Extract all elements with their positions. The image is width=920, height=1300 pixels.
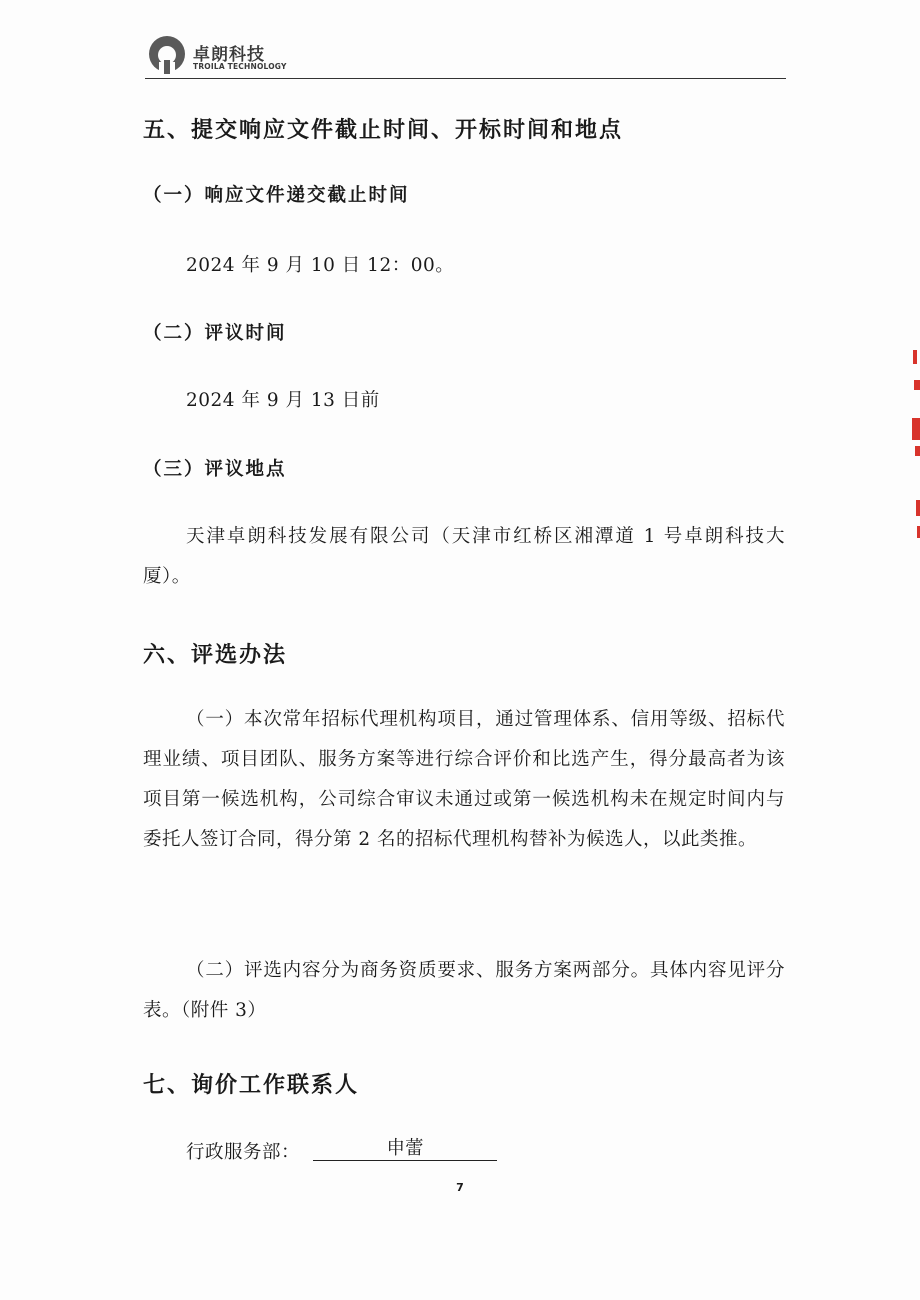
contact-name-field: 申蕾 [313, 1138, 497, 1161]
section-heading-7: 七、询价工作联系人 [143, 1072, 360, 1098]
subheading-review-time: （二）评议时间 [143, 323, 287, 344]
letterhead [145, 32, 785, 80]
seal-fragment-icon [910, 350, 920, 540]
deadline-text: 2024 年 9 月 10 日 12：00。 [186, 255, 455, 276]
review-time-text: 2024 年 9 月 13 日前 [186, 390, 380, 411]
evaluation-paragraph-1: （一）本次常年招标代理机构项目，通过管理体系、信用等级、招标代理业绩、项目团队、服务方案等进行综合评价和比选产生，得分最高者为该项目第一候选机构，公司综合审议未通过或第一候选机构未在规定时间内与委托人签订合同，得分第 2 名的招标代理机构替补为候选人，以此类推。 [143, 709, 785, 850]
company-name-cn: 卓朗科技 [193, 45, 265, 65]
company-logo-icon [145, 34, 189, 74]
page-number: 7 [456, 1181, 464, 1194]
subheading-deadline: （一）响应文件递交截止时间 [143, 185, 410, 206]
section-heading-6: 六、评选办法 [143, 642, 288, 668]
section-heading-5: 五、提交响应文件截止时间、开标时间和地点 [143, 117, 624, 143]
evaluation-paragraph-2: （二）评选内容分为商务资质要求、服务方案两部分。具体内容见评分表。（附件 3） [143, 960, 785, 1021]
header-divider [145, 78, 786, 79]
company-name-en: TROILA TECHNOLOGY [193, 62, 287, 71]
subheading-review-location: （三）评议地点 [143, 459, 287, 480]
review-location-text: 天津卓朗科技发展有限公司（天津市红桥区湘潭道 1 号卓朗科技大厦）。 [143, 526, 785, 587]
contact-label: 行政服务部： [186, 1142, 301, 1163]
